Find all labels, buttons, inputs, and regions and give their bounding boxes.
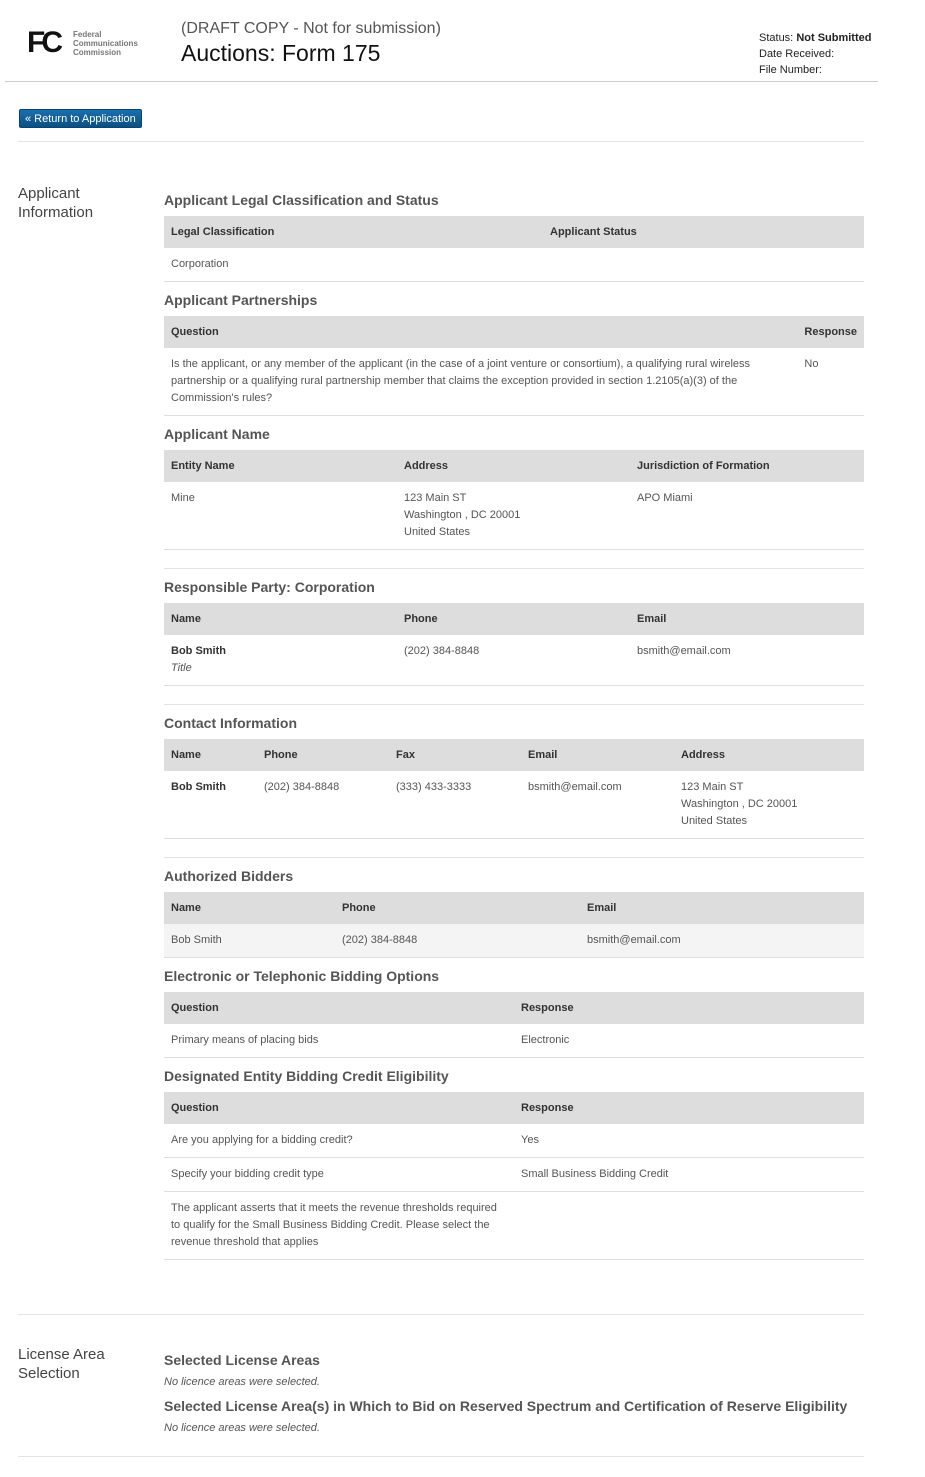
cell-line: United States — [404, 526, 471, 538]
cell-line: APO Miami — [637, 492, 693, 504]
license-area-content — [164, 1342, 864, 1434]
cell-line: Bob Smith — [171, 781, 226, 793]
table-cell — [164, 348, 797, 416]
cell-line: Specify your bidding credit type — [171, 1168, 324, 1180]
section-title: Authorized Bidders — [164, 868, 294, 884]
table-cell — [164, 482, 397, 550]
table-row — [164, 348, 864, 416]
cell-line: Are you applying for a bidding credit? — [171, 1134, 353, 1146]
fcc-logo[interactable] — [27, 26, 138, 60]
table-cell — [514, 1024, 864, 1058]
table-header-row — [164, 892, 864, 924]
data-table — [164, 739, 864, 839]
divider — [18, 1314, 864, 1315]
table-cell — [164, 1024, 514, 1058]
section-separator — [164, 704, 864, 705]
status-value: Not Submitted — [796, 32, 872, 44]
table-row — [164, 482, 864, 550]
section-title: Applicant Legal Classification and Status — [164, 192, 439, 208]
cell-line: bsmith@email.com — [528, 781, 622, 793]
table-row — [164, 1024, 864, 1058]
section-title: Applicant Partnerships — [164, 292, 318, 308]
empty-note: No licence areas were selected. — [164, 1422, 320, 1434]
column-header: Legal Classification — [164, 216, 543, 248]
column-header: Email — [521, 739, 674, 771]
section-separator — [164, 857, 864, 858]
empty-note: No licence areas were selected. — [164, 1376, 320, 1388]
cell-line: (202) 384-8848 — [404, 645, 480, 657]
cell-line: United States — [681, 815, 748, 827]
cell-line: (333) 433-3333 — [396, 781, 472, 793]
cell-line: 123 Main ST — [681, 781, 744, 793]
column-header: Email — [580, 892, 864, 924]
table-cell — [335, 924, 580, 958]
column-header: Phone — [257, 739, 389, 771]
table-row — [164, 248, 864, 282]
return-to-application-button[interactable]: « Return to Application — [19, 109, 142, 128]
cell-line: (202) 384-8848 — [342, 934, 418, 946]
section-label-applicant-information: Applicant Information — [18, 185, 94, 221]
cell-line: The applicant asserts that it meets the revenue thresholds required to qualify for the Small Business Bidding Credit. Please select the revenue threshold that applies — [171, 1202, 497, 1248]
status-label: Status: — [759, 32, 794, 44]
table-row — [164, 924, 864, 958]
table-cell — [674, 771, 864, 839]
section-title: Responsible Party: Corporation — [164, 579, 375, 595]
table-cell — [797, 348, 864, 416]
table-cell — [164, 248, 543, 282]
logo-line: Communications — [73, 38, 138, 48]
data-table — [164, 450, 864, 550]
column-header: Address — [397, 450, 630, 482]
table-header-row — [164, 216, 864, 248]
cell-line: Is the applicant, or any member of the applicant (in the case of a joint venture or consortium), a qualifying rural wireless partnership or a qualifying rural partnership member that claims the exception provided in section 1.2105(a)(3) of the Commission's rules? — [171, 358, 751, 404]
data-table — [164, 892, 864, 958]
table-header-row — [164, 739, 864, 771]
table-cell — [580, 924, 864, 958]
divider — [18, 1456, 864, 1457]
cell-line: Primary means of placing bids — [171, 1034, 319, 1046]
cell-line: Mine — [171, 492, 195, 504]
cell-line: Bob Smith — [171, 645, 226, 657]
logo-line: Federal — [73, 29, 102, 39]
fcc-logo-text — [73, 30, 138, 57]
column-header: Applicant Status — [543, 216, 864, 248]
section-title: Applicant Name — [164, 426, 270, 442]
table-cell — [630, 482, 864, 550]
table-row — [164, 635, 864, 686]
applicant-information-content — [164, 182, 864, 1260]
divider — [18, 141, 864, 142]
table-cell — [630, 635, 864, 686]
table-cell — [164, 1192, 514, 1260]
section-title: Electronic or Telephonic Bidding Options — [164, 968, 440, 984]
draft-notice: (DRAFT COPY - Not for submission) — [181, 20, 441, 37]
column-header: Name — [164, 603, 397, 635]
column-header: Response — [514, 1092, 864, 1124]
table-row — [164, 1192, 864, 1260]
cell-line: bsmith@email.com — [587, 934, 681, 946]
column-header: Entity Name — [164, 450, 397, 482]
fcc-logo-mark: FC — [27, 26, 59, 59]
cell-line: bsmith@email.com — [637, 645, 731, 657]
status-block — [759, 30, 871, 78]
column-header: Jurisdiction of Formation — [630, 450, 864, 482]
table-cell — [397, 635, 630, 686]
data-table — [164, 216, 864, 282]
table-cell — [164, 924, 335, 958]
date-received: Date Received: — [759, 48, 835, 60]
section-title: Selected License Area(s) in Which to Bid on Reserved Spectrum and Certification of Reserve Eligibility — [164, 1398, 848, 1414]
column-header: Address — [674, 739, 864, 771]
table-cell — [521, 771, 674, 839]
table-cell — [543, 248, 864, 282]
column-header: Question — [164, 316, 797, 348]
cell-line: Bob Smith — [171, 934, 222, 946]
section-title: Contact Information — [164, 715, 297, 731]
logo-line: Commission — [73, 47, 122, 57]
data-table — [164, 992, 864, 1058]
data-table — [164, 316, 864, 416]
column-header: Phone — [397, 603, 630, 635]
table-cell — [514, 1158, 864, 1192]
section-title: Selected License Areas — [164, 1352, 320, 1368]
table-header-row — [164, 450, 864, 482]
table-cell — [164, 771, 257, 839]
cell-line: Small Business Bidding Credit — [521, 1168, 669, 1180]
column-header: Fax — [389, 739, 521, 771]
table-cell — [514, 1192, 864, 1260]
table-cell — [397, 482, 630, 550]
table-cell — [389, 771, 521, 839]
table-cell — [257, 771, 389, 839]
column-header: Question — [164, 1092, 514, 1124]
table-header-row — [164, 603, 864, 635]
table-header-row — [164, 316, 864, 348]
table-header-row — [164, 1092, 864, 1124]
section-label-license-area-selection: License Area Selection — [18, 1346, 105, 1382]
column-header: Name — [164, 892, 335, 924]
column-header: Response — [797, 316, 864, 348]
cell-line: Electronic — [521, 1034, 570, 1046]
column-header: Phone — [335, 892, 580, 924]
cell-line: 123 Main ST — [404, 492, 467, 504]
column-header: Response — [514, 992, 864, 1024]
cell-line: No — [804, 358, 819, 370]
table-cell — [164, 635, 397, 686]
table-cell — [514, 1124, 864, 1158]
column-header: Question — [164, 992, 514, 1024]
page-header — [5, 0, 878, 82]
table-row — [164, 1124, 864, 1158]
cell-line: Yes — [521, 1134, 539, 1146]
table-cell — [164, 1124, 514, 1158]
data-table — [164, 1092, 864, 1260]
column-header: Email — [630, 603, 864, 635]
section-separator — [164, 568, 864, 569]
cell-line: Washington , DC 20001 — [681, 798, 798, 810]
section-title: Designated Entity Bidding Credit Eligibility — [164, 1068, 449, 1084]
table-cell — [164, 1158, 514, 1192]
cell-line: Title — [171, 662, 192, 674]
table-row — [164, 771, 864, 839]
page-title: Auctions: Form 175 — [181, 40, 381, 66]
table-row — [164, 1158, 864, 1192]
cell-line: Corporation — [171, 258, 229, 270]
data-table — [164, 603, 864, 686]
file-number: File Number: — [759, 64, 822, 76]
cell-line: Washington , DC 20001 — [404, 509, 521, 521]
column-header: Name — [164, 739, 257, 771]
table-header-row — [164, 992, 864, 1024]
cell-line: (202) 384-8848 — [264, 781, 340, 793]
